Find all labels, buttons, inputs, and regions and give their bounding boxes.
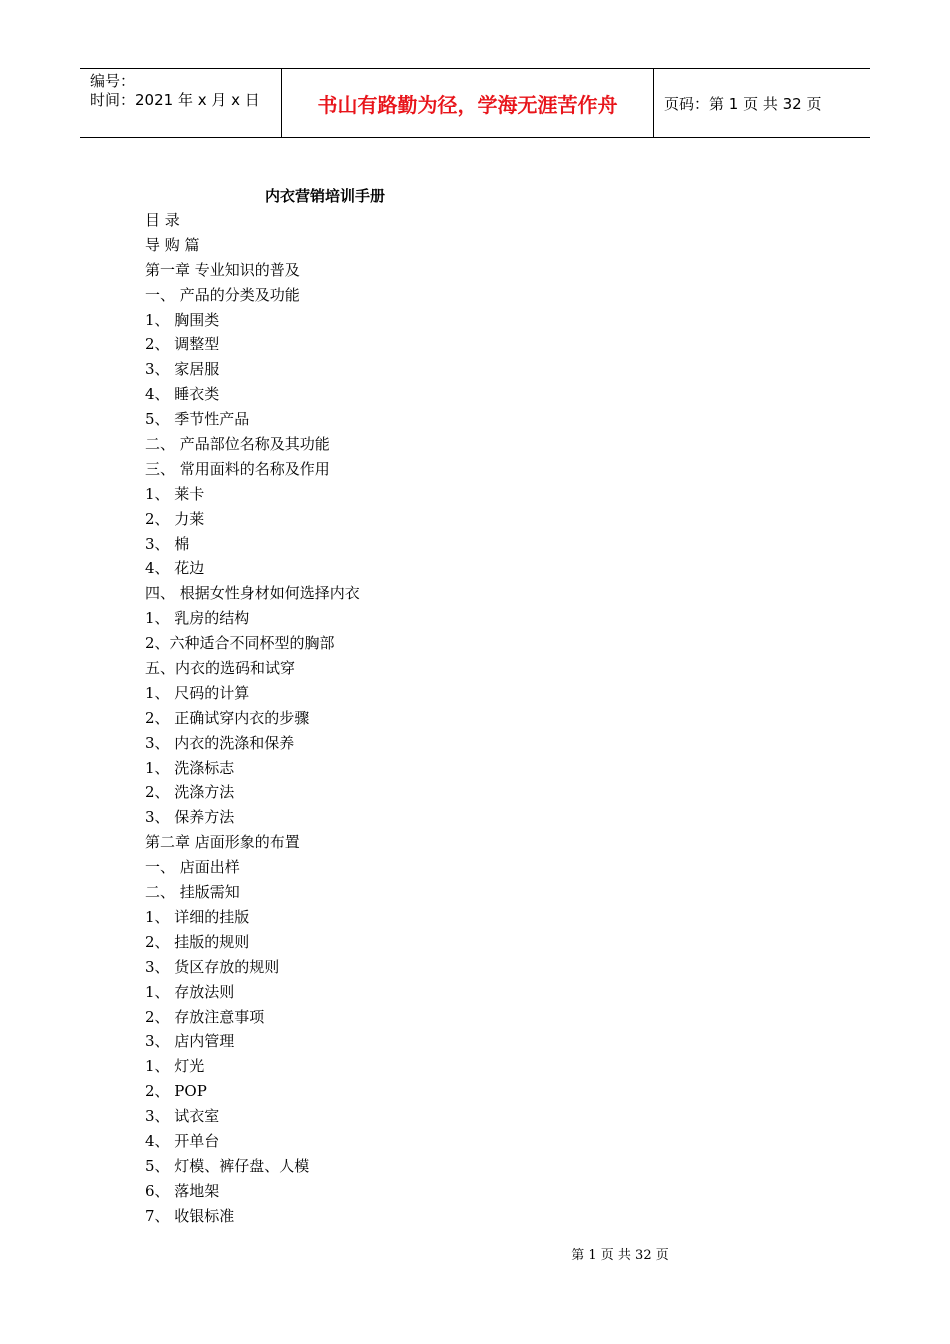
toc-entry: 3、 家居服 [145, 360, 220, 379]
toc-entry: 3、 店内管理 [145, 1032, 235, 1051]
toc-entry: 第二章 店面形象的布置 [145, 833, 300, 852]
toc-entry: 3、 内衣的洗涤和保养 [145, 733, 295, 752]
motto-text: 书山有路勤为径，学海无涯苦作舟 [317, 93, 618, 117]
toc-entry: 2、 力莱 [145, 509, 205, 528]
toc-entry: 2、六种适合不同杯型的胸部 [145, 634, 335, 653]
header-info-cell [80, 69, 282, 137]
toc-entry: 四、 根据女性身材如何选择内衣 [145, 584, 360, 603]
header-page-number: 页码：第 1 页 共 32 页 [664, 95, 822, 113]
toc-entry: 三、 常用面料的名称及作用 [145, 459, 330, 478]
toc-entry: 1、 尺码的计算 [145, 683, 250, 702]
toc-entry: 1、 乳房的结构 [145, 609, 250, 628]
toc-entry: 1、 莱卡 [145, 484, 205, 503]
toc-entry: 5、 季节性产品 [145, 410, 250, 429]
page-header [80, 68, 870, 138]
toc-entry: 3、 试衣室 [145, 1107, 220, 1126]
header-page-cell [654, 69, 870, 137]
toc-entry: 3、 保养方法 [145, 808, 235, 827]
toc-entry: 4、 睡衣类 [145, 385, 220, 404]
document-code-label: 编号： [90, 72, 136, 90]
toc-entry: 目 录 [145, 211, 180, 229]
toc-entry: 2、 POP [145, 1082, 207, 1101]
page-footer: 第 1 页 共 32 页 [571, 1248, 669, 1263]
toc-entry: 4、 开单台 [145, 1131, 220, 1150]
toc-entry: 1、 灯光 [145, 1057, 205, 1076]
document-date-label: 时间：2021 年 x 月 x 日 [90, 91, 260, 109]
toc-entry: 2、 调整型 [145, 335, 220, 354]
toc-entry: 2、 洗涤方法 [145, 783, 235, 802]
toc-entry: 4、 花边 [145, 559, 205, 578]
toc-entry: 2、 存放注意事项 [145, 1007, 265, 1026]
toc-entry: 2、 正确试穿内衣的步骤 [145, 708, 310, 727]
toc-entry: 二、 产品部位名称及其功能 [145, 435, 330, 454]
toc-entry: 1、 洗涤标志 [145, 758, 235, 777]
toc-entry: 1、 存放法则 [145, 982, 235, 1001]
toc-entry: 五、内衣的选码和试穿 [145, 659, 296, 678]
toc-entry: 一、 产品的分类及功能 [145, 285, 300, 304]
toc-entry: 5、 灯模、裤仔盘、人模 [145, 1156, 310, 1175]
toc-entry: 3、 货区存放的规则 [145, 957, 280, 976]
header-motto-cell [282, 69, 654, 137]
toc-entry: 2、 挂版的规则 [145, 932, 250, 951]
table-of-contents [145, 208, 360, 1229]
toc-entry: 导 购 篇 [145, 235, 200, 254]
toc-entry: 二、 挂版需知 [145, 883, 240, 902]
toc-entry: 1、 胸围类 [145, 310, 220, 329]
toc-entry: 第一章 专业知识的普及 [145, 260, 300, 279]
toc-entry: 1、 详细的挂版 [145, 907, 250, 926]
toc-entry: 7、 收银标准 [145, 1206, 235, 1225]
toc-entry: 一、 店面出样 [145, 858, 240, 877]
toc-entry: 6、 落地架 [145, 1181, 220, 1200]
toc-entry: 3、 棉 [145, 534, 190, 553]
document-title: 内衣营销培训手册 [265, 187, 386, 205]
